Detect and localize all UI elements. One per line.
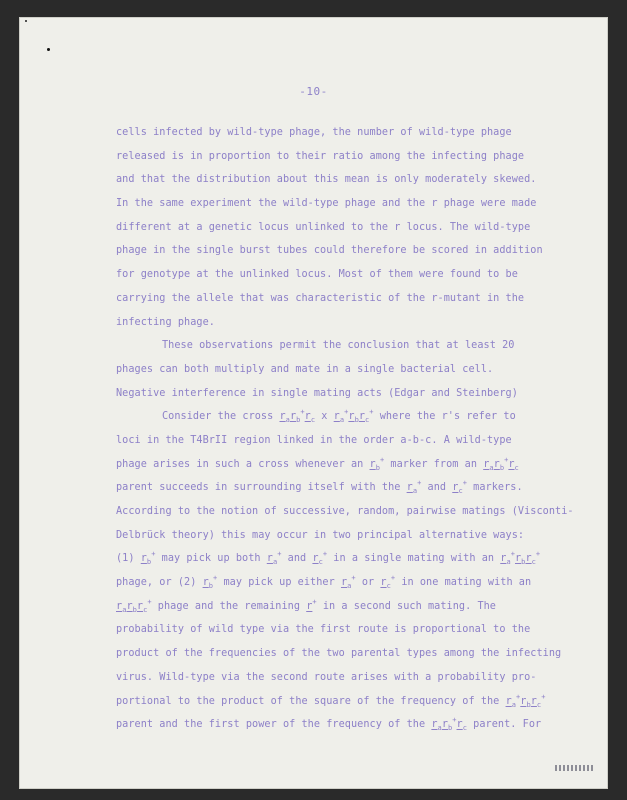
text-line: phage, or (2) $r_b^+$ may pick up either $r_a^+$ or $r_c^+$ in one mating with an bbox=[116, 574, 532, 591]
body-text bbox=[116, 121, 574, 737]
text-line: portional to the product of the square of the frequency of the $r_a^+r_br_c^+$ bbox=[116, 692, 546, 709]
text-line: released is in proportion to their ratio among the infecting phage bbox=[116, 150, 525, 162]
text-line: loci in the T4BrII region linked in the order a-b-c. A wild-type bbox=[116, 434, 512, 446]
text-line: product of the frequencies of the two parental types among the infecting bbox=[116, 648, 562, 660]
text-line: phages can both multiply and mate in a single bacterial cell. bbox=[116, 363, 494, 375]
dust-speck bbox=[25, 20, 27, 22]
text-line: parent succeeds in surrounding itself with the $r_a^+$ and $r_c^+$ markers. bbox=[116, 479, 523, 496]
text-line: virus. Wild-type via the second route arises with a probability pro- bbox=[116, 671, 537, 683]
text-line: different at a genetic locus unlinked to the r locus. The wild-type bbox=[116, 221, 531, 233]
text-line: infecting phage. bbox=[116, 316, 215, 328]
text-line: for genotype at the unlinked locus. Most of them were found to be bbox=[116, 269, 518, 281]
text-line: In the same experiment the wild-type phage and the r phage were made bbox=[116, 198, 537, 210]
text-line: phage arises in such a cross whenever an $r_b^+$ marker from an $r_ar_b^+r_c$ bbox=[116, 455, 519, 472]
archive-stamp-mark bbox=[555, 765, 593, 771]
text-line: cells infected by wild-type phage, the number of wild-type phage bbox=[116, 127, 512, 138]
text-line: Consider the cross $r_ar_b^+r_c$ x $r_a^+r_br_c^+$ where the r's refer to bbox=[162, 408, 516, 425]
text-line: (1) $r_b^+$ may pick up both $r_a^+$ and $r_c^+$ in a single mating with an $r_a^+r_br_c^+$ bbox=[116, 550, 541, 567]
text-line: These observations permit the conclusion that at least 20 bbox=[162, 340, 515, 352]
document-page bbox=[20, 18, 607, 788]
text-line: parent and the first power of the frequency of the $r_ar_b^+r_c$ parent. For bbox=[116, 716, 542, 733]
section-heading: Negative interference in single mating acts (Edgar and Steinberg) bbox=[116, 387, 518, 399]
text-line: phage in the single burst tubes could therefore be scored in addition bbox=[116, 245, 543, 257]
text-line: probability of wild type via the first route is proportional to the bbox=[116, 624, 531, 636]
dust-speck bbox=[47, 48, 50, 51]
text-line: $r_ar_br_c^+$ phage and the remaining r+ in a second such mating. The bbox=[116, 597, 496, 614]
text-line: Delbrück theory) this may occur in two principal alternative ways: bbox=[116, 529, 525, 541]
text-line: and that the distribution about this mean is only moderately skewed. bbox=[116, 174, 537, 186]
page-number: -10- bbox=[299, 85, 328, 98]
text-line: carrying the allele that was characteristic of the r-mutant in the bbox=[116, 292, 525, 304]
text-line: According to the notion of successive, random, pairwise matings (Visconti- bbox=[116, 506, 574, 517]
